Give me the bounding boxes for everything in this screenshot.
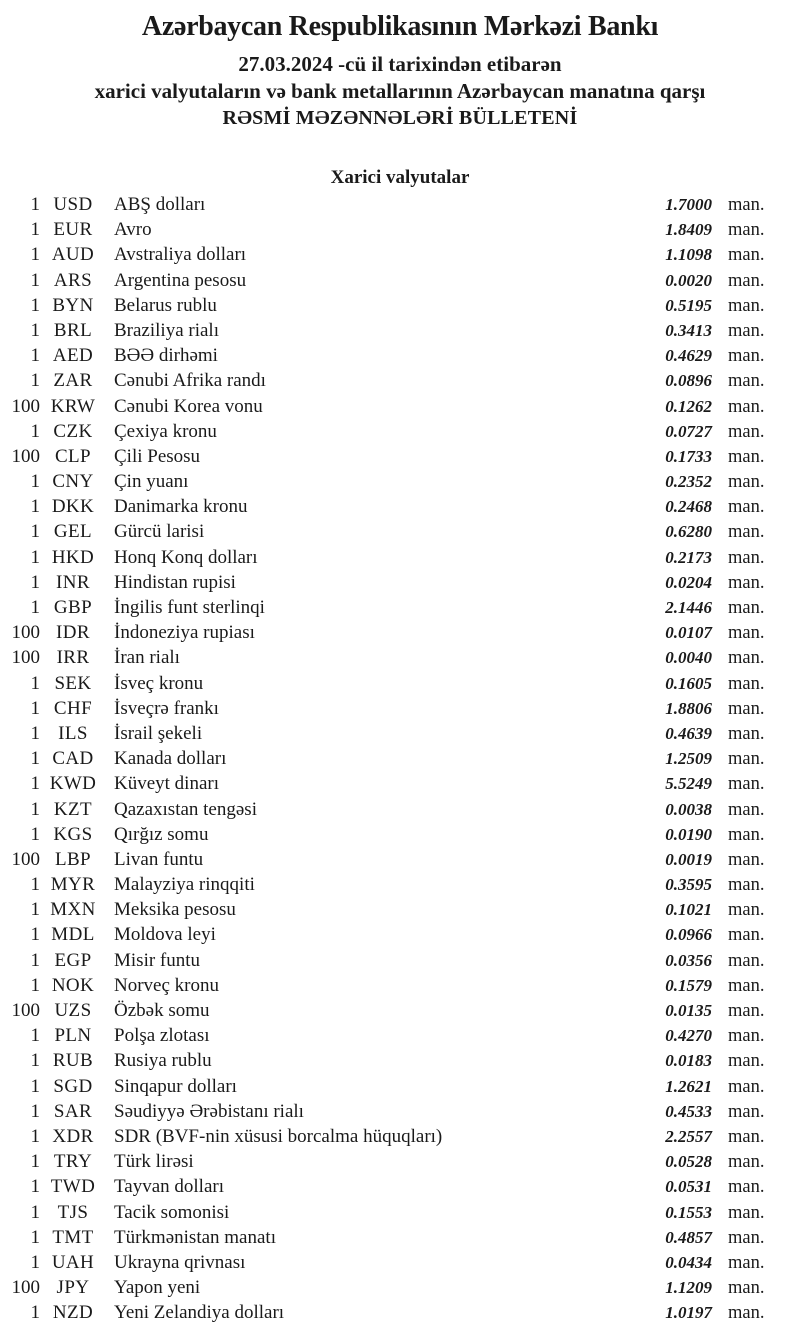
row-currency-name: Meksika pesosu bbox=[114, 899, 236, 921]
row-quantity: 100 bbox=[11, 622, 40, 644]
row-quantity: 1 bbox=[30, 748, 40, 770]
row-rate-value: 0.0020 bbox=[665, 270, 712, 290]
row-quantity: 1 bbox=[30, 798, 40, 820]
row-currency-name: Çin yuanı bbox=[114, 471, 189, 493]
row-unit-label: man. bbox=[728, 320, 765, 341]
row-currency-code: BRL bbox=[53, 319, 93, 341]
row-rate-value: 0.2352 bbox=[665, 472, 712, 492]
table-row bbox=[0, 194, 772, 219]
row-rate-value: 0.0204 bbox=[665, 572, 712, 592]
row-currency-code: KRW bbox=[50, 395, 96, 417]
row-currency-code: ILS bbox=[58, 722, 88, 744]
row-currency-code: TMT bbox=[52, 1226, 94, 1248]
row-rate-value: 0.4533 bbox=[665, 1101, 712, 1121]
row-currency-name: Qazaxıstan tengəsi bbox=[114, 798, 257, 820]
row-currency-name: Səudiyyə Ərəbistanı rialı bbox=[114, 1100, 304, 1122]
row-currency-name: Cənubi Afrika randı bbox=[114, 370, 266, 392]
row-currency-code: CLP bbox=[54, 445, 92, 467]
row-currency-name: Norveç kronu bbox=[114, 974, 219, 996]
row-currency-name: Braziliya rialı bbox=[114, 319, 219, 341]
row-rate-value: 2.1446 bbox=[665, 598, 712, 617]
row-quantity: 100 bbox=[11, 395, 40, 417]
row-rate-value: 0.4639 bbox=[665, 723, 712, 743]
row-quantity: 1 bbox=[30, 244, 40, 266]
table-row bbox=[0, 748, 772, 773]
row-currency-code: KWD bbox=[49, 773, 97, 795]
row-rate-value: 2.2557 bbox=[665, 1126, 712, 1146]
row-currency-name: BƏƏ dirhəmi bbox=[114, 345, 218, 367]
row-currency-code: XDR bbox=[52, 1125, 94, 1147]
row-rate-value: 0.0135 bbox=[665, 1001, 712, 1020]
row-currency-code: UAH bbox=[51, 1251, 95, 1273]
row-quantity: 1 bbox=[30, 773, 40, 795]
row-rate-value: 0.1262 bbox=[665, 396, 712, 416]
row-quantity: 1 bbox=[30, 294, 40, 316]
row-unit-label: man. bbox=[728, 1202, 765, 1223]
row-unit-label: man. bbox=[728, 195, 765, 215]
row-currency-name: Polşa zlotası bbox=[114, 1025, 210, 1047]
row-quantity: 1 bbox=[30, 269, 40, 291]
row-unit-label: man. bbox=[728, 950, 765, 971]
row-unit-label: man. bbox=[728, 749, 765, 770]
row-rate-value: 0.0434 bbox=[665, 1252, 712, 1272]
table-row bbox=[0, 924, 772, 949]
row-unit-label: man. bbox=[728, 1278, 765, 1299]
row-currency-name: ABŞ dolları bbox=[114, 194, 206, 215]
row-unit-label: man. bbox=[728, 648, 765, 669]
row-currency-name: İndoneziya rupiası bbox=[114, 622, 255, 644]
row-rate-value: 0.0038 bbox=[665, 799, 712, 819]
row-rate-value: 0.3413 bbox=[665, 320, 712, 340]
row-unit-label: man. bbox=[728, 497, 765, 518]
row-unit-label: man. bbox=[728, 799, 765, 820]
row-rate-value: 1.7000 bbox=[665, 195, 712, 214]
row-currency-name: Yapon yeni bbox=[114, 1277, 201, 1299]
row-currency-code: TWD bbox=[50, 1176, 96, 1198]
row-currency-name: Tacik somonisi bbox=[114, 1201, 230, 1223]
row-currency-name: Danimarka kronu bbox=[114, 496, 248, 518]
row-currency-name: Avstraliya dolları bbox=[114, 244, 247, 266]
row-currency-code: IRR bbox=[56, 647, 90, 669]
row-currency-name: Tayvan dolları bbox=[114, 1176, 224, 1198]
row-currency-name: Avro bbox=[114, 219, 152, 241]
row-rate-value: 0.5195 bbox=[665, 295, 712, 315]
row-rate-value: 1.1209 bbox=[665, 1278, 712, 1298]
row-currency-name: Küveyt dinarı bbox=[114, 773, 220, 795]
table-row bbox=[0, 496, 772, 521]
table-row bbox=[0, 1202, 772, 1227]
row-unit-label: man. bbox=[728, 774, 765, 795]
row-quantity: 1 bbox=[30, 1201, 40, 1223]
row-currency-name: Özbək somu bbox=[114, 1000, 210, 1021]
row-currency-code: EGP bbox=[54, 949, 92, 971]
row-quantity: 1 bbox=[30, 1176, 40, 1198]
row-currency-code: KGS bbox=[53, 823, 93, 845]
table-row bbox=[0, 1000, 772, 1025]
row-currency-code: NOK bbox=[51, 974, 95, 996]
table-row bbox=[0, 1227, 772, 1252]
table-row bbox=[0, 647, 772, 672]
row-currency-code: LBP bbox=[54, 848, 92, 870]
row-rate-value: 0.4629 bbox=[665, 346, 712, 366]
row-rate-value: 0.3595 bbox=[665, 875, 712, 895]
row-quantity: 100 bbox=[11, 848, 40, 870]
row-rate-value: 0.1021 bbox=[665, 900, 712, 920]
row-currency-name: Kanada dolları bbox=[114, 748, 227, 770]
row-unit-label: man. bbox=[728, 522, 765, 543]
row-currency-code: AUD bbox=[51, 244, 95, 266]
row-unit-label: man. bbox=[728, 396, 765, 417]
table-row bbox=[0, 1050, 772, 1075]
row-quantity: 1 bbox=[30, 924, 40, 946]
row-currency-code: MXN bbox=[50, 899, 96, 921]
row-rate-value: 0.2468 bbox=[665, 497, 712, 517]
effective-date-line: 27.03.2024 -cü il tarixindən etibarən bbox=[238, 52, 562, 76]
table-row bbox=[0, 673, 772, 698]
row-currency-code: BYN bbox=[52, 294, 94, 316]
row-rate-value: 1.8806 bbox=[665, 698, 712, 718]
row-quantity: 1 bbox=[30, 1100, 40, 1122]
table-row bbox=[0, 446, 772, 471]
row-currency-code: CNY bbox=[52, 471, 94, 493]
row-quantity: 1 bbox=[30, 1025, 40, 1047]
table-row bbox=[0, 950, 772, 975]
row-rate-value: 0.0528 bbox=[665, 1152, 712, 1172]
row-currency-name: Türk lirəsi bbox=[114, 1151, 194, 1173]
row-rate-value: 0.6280 bbox=[665, 522, 712, 542]
row-currency-name: Hindistan rupisi bbox=[114, 571, 236, 593]
table-row bbox=[0, 975, 772, 1000]
row-unit-label: man. bbox=[728, 1101, 765, 1122]
row-rate-value: 0.0183 bbox=[665, 1051, 712, 1071]
table-row bbox=[0, 1176, 772, 1201]
table-row bbox=[0, 1151, 772, 1176]
row-unit-label: man. bbox=[728, 824, 765, 845]
row-currency-name: Ukrayna qrivnası bbox=[114, 1251, 246, 1273]
row-rate-value: 0.0531 bbox=[665, 1177, 712, 1197]
row-currency-code: RUB bbox=[52, 1050, 94, 1072]
row-quantity: 100 bbox=[11, 1277, 40, 1299]
row-quantity: 1 bbox=[30, 420, 40, 442]
row-currency-code: KZT bbox=[53, 798, 93, 820]
table-row bbox=[0, 370, 772, 395]
row-rate-value: 1.2509 bbox=[665, 749, 712, 769]
row-unit-label: man. bbox=[728, 295, 765, 316]
row-rate-value: 0.4270 bbox=[665, 1026, 712, 1046]
row-currency-code: SAR bbox=[53, 1100, 93, 1122]
table-row bbox=[0, 471, 772, 496]
row-quantity: 1 bbox=[30, 1302, 40, 1324]
row-quantity: 1 bbox=[30, 697, 40, 719]
row-currency-name: Moldova leyi bbox=[114, 924, 216, 946]
row-quantity: 1 bbox=[30, 370, 40, 392]
row-currency-code: UZS bbox=[54, 1000, 92, 1021]
row-currency-name: Yeni Zelandiya dolları bbox=[114, 1302, 285, 1324]
row-unit-label: man. bbox=[728, 472, 765, 493]
row-rate-value: 0.0727 bbox=[665, 421, 712, 441]
row-quantity: 1 bbox=[30, 1251, 40, 1273]
row-currency-code: MYR bbox=[50, 874, 96, 896]
row-rate-value: 0.2173 bbox=[665, 547, 712, 567]
subject-line: xarici valyutaların və bank metallarının Azərbaycan manatına qarşı bbox=[94, 79, 706, 103]
bank-title: Azərbaycan Respublikasının Mərkəzi Bankı bbox=[141, 11, 659, 42]
row-currency-code: USD bbox=[53, 194, 93, 215]
row-rate-value: 0.0019 bbox=[665, 849, 712, 869]
row-unit-label: man. bbox=[728, 1252, 765, 1273]
table-row bbox=[0, 824, 772, 849]
table-row bbox=[0, 345, 772, 370]
table-row bbox=[0, 1252, 772, 1277]
row-currency-name: İngilis funt sterlinqi bbox=[114, 597, 265, 618]
row-currency-code: DKK bbox=[51, 496, 95, 518]
row-currency-code: PLN bbox=[54, 1025, 92, 1047]
row-unit-label: man. bbox=[728, 1126, 765, 1147]
row-currency-code: SEK bbox=[54, 672, 92, 694]
row-currency-name: İsveçrə frankı bbox=[114, 697, 219, 719]
row-unit-label: man. bbox=[728, 1227, 765, 1248]
row-quantity: 1 bbox=[30, 546, 40, 568]
row-quantity: 1 bbox=[30, 949, 40, 971]
row-quantity: 1 bbox=[30, 899, 40, 921]
row-currency-name: Argentina pesosu bbox=[114, 269, 247, 291]
row-currency-name: Çili Pesosu bbox=[114, 445, 201, 467]
row-unit-label: man. bbox=[728, 900, 765, 921]
row-quantity: 1 bbox=[30, 496, 40, 518]
row-currency-name: Cənubi Korea vonu bbox=[114, 395, 263, 417]
row-currency-code: EUR bbox=[53, 219, 93, 241]
row-currency-name: SDR (BVF-nin xüsusi borcalma hüquqları) bbox=[114, 1125, 443, 1147]
row-currency-code: CAD bbox=[52, 748, 94, 770]
row-quantity: 1 bbox=[30, 194, 40, 215]
row-rate-value: 1.8409 bbox=[665, 220, 712, 240]
row-quantity: 100 bbox=[11, 445, 40, 467]
row-quantity: 1 bbox=[30, 823, 40, 845]
row-quantity: 1 bbox=[30, 874, 40, 896]
table-row bbox=[0, 622, 772, 647]
section-title-foreign-currencies: Xarici valyutalar bbox=[330, 167, 470, 188]
row-unit-label: man. bbox=[728, 245, 765, 266]
row-unit-label: man. bbox=[728, 925, 765, 946]
row-unit-label: man. bbox=[728, 723, 765, 744]
row-quantity: 1 bbox=[30, 571, 40, 593]
row-unit-label: man. bbox=[728, 220, 765, 241]
row-currency-name: Misir funtu bbox=[114, 949, 201, 971]
row-unit-label: man. bbox=[728, 975, 765, 996]
row-currency-code: HKD bbox=[51, 546, 95, 568]
row-unit-label: man. bbox=[728, 598, 765, 618]
row-unit-label: man. bbox=[728, 1051, 765, 1072]
row-unit-label: man. bbox=[728, 673, 765, 694]
row-quantity: 1 bbox=[30, 1226, 40, 1248]
row-quantity: 1 bbox=[30, 672, 40, 694]
table-row bbox=[0, 597, 772, 622]
row-currency-name: İran rialı bbox=[114, 647, 180, 669]
row-currency-name: Livan funtu bbox=[114, 848, 204, 870]
row-unit-label: man. bbox=[728, 421, 765, 442]
row-currency-code: INR bbox=[56, 571, 90, 593]
row-unit-label: man. bbox=[728, 446, 765, 467]
table-row bbox=[0, 521, 772, 546]
row-quantity: 1 bbox=[30, 1125, 40, 1147]
row-unit-label: man. bbox=[728, 1303, 765, 1324]
table-row bbox=[0, 1126, 772, 1151]
row-quantity: 1 bbox=[30, 345, 40, 367]
row-rate-value: 0.0356 bbox=[665, 950, 712, 970]
table-row bbox=[0, 396, 772, 421]
row-quantity: 1 bbox=[30, 471, 40, 493]
table-row bbox=[0, 698, 772, 723]
row-rate-value: 0.0190 bbox=[665, 824, 712, 844]
row-quantity: 100 bbox=[11, 1000, 40, 1021]
row-unit-label: man. bbox=[728, 698, 765, 719]
row-currency-code: ZAR bbox=[53, 370, 93, 392]
row-quantity: 1 bbox=[30, 521, 40, 543]
table-row bbox=[0, 572, 772, 597]
bulletin-title: RƏSMİ MƏZƏNNƏLƏRİ BÜLLETENİ bbox=[222, 107, 578, 129]
row-currency-code: CZK bbox=[53, 420, 93, 442]
row-currency-code: TRY bbox=[53, 1151, 93, 1173]
row-unit-label: man. bbox=[728, 572, 765, 593]
row-unit-label: man. bbox=[728, 1076, 765, 1097]
table-row bbox=[0, 244, 772, 269]
row-quantity: 1 bbox=[30, 1075, 40, 1097]
row-unit-label: man. bbox=[728, 1026, 765, 1047]
table-row bbox=[0, 1101, 772, 1126]
row-rate-value: 0.1605 bbox=[665, 673, 712, 693]
table-row bbox=[0, 1025, 772, 1050]
row-rate-value: 0.4857 bbox=[665, 1227, 712, 1247]
table-row bbox=[0, 270, 772, 295]
row-unit-label: man. bbox=[728, 875, 765, 896]
row-rate-value: 0.1579 bbox=[665, 975, 712, 995]
row-rate-value: 0.0107 bbox=[665, 623, 712, 643]
row-rate-value: 1.1098 bbox=[665, 245, 712, 265]
row-currency-code: IDR bbox=[56, 622, 90, 644]
table-row bbox=[0, 320, 772, 345]
table-row bbox=[0, 874, 772, 899]
row-rate-value: 1.2621 bbox=[665, 1076, 712, 1096]
row-currency-code: SGD bbox=[53, 1075, 93, 1097]
row-quantity: 1 bbox=[30, 974, 40, 996]
row-quantity: 1 bbox=[30, 219, 40, 241]
table-row bbox=[0, 421, 772, 446]
row-currency-code: AED bbox=[52, 345, 94, 367]
row-unit-label: man. bbox=[728, 371, 765, 392]
table-row bbox=[0, 1302, 772, 1327]
row-quantity: 1 bbox=[30, 597, 40, 618]
row-quantity: 1 bbox=[30, 1151, 40, 1173]
row-quantity: 1 bbox=[30, 1050, 40, 1072]
row-currency-code: GEL bbox=[53, 521, 93, 543]
table-row bbox=[0, 219, 772, 244]
row-rate-value: 0.1553 bbox=[665, 1202, 712, 1222]
row-currency-name: Çexiya kronu bbox=[114, 420, 217, 442]
row-unit-label: man. bbox=[728, 1152, 765, 1173]
row-unit-label: man. bbox=[728, 849, 765, 870]
table-row bbox=[0, 547, 772, 572]
row-currency-name: Sinqapur dolları bbox=[114, 1075, 237, 1097]
row-quantity: 1 bbox=[30, 319, 40, 341]
row-unit-label: man. bbox=[728, 1177, 765, 1198]
row-rate-value: 0.0040 bbox=[665, 648, 712, 668]
row-currency-name: İsveç kronu bbox=[114, 672, 204, 694]
row-rate-value: 1.0197 bbox=[665, 1303, 712, 1323]
row-unit-label: man. bbox=[728, 547, 765, 568]
row-unit-label: man. bbox=[728, 623, 765, 644]
currency-rate-table bbox=[0, 194, 800, 1327]
row-currency-code: MDL bbox=[51, 924, 95, 946]
row-unit-label: man. bbox=[728, 346, 765, 367]
row-currency-name: Türkmənistan manatı bbox=[114, 1226, 276, 1248]
row-rate-value: 5.5249 bbox=[665, 774, 712, 794]
table-row bbox=[0, 773, 772, 798]
row-rate-value: 0.0966 bbox=[665, 925, 712, 945]
row-currency-code: TJS bbox=[57, 1201, 89, 1223]
row-currency-name: Gürcü larisi bbox=[114, 521, 205, 543]
row-currency-name: Belarus rublu bbox=[114, 294, 217, 316]
row-currency-name: Rusiya rublu bbox=[114, 1050, 212, 1072]
row-currency-code: NZD bbox=[52, 1302, 94, 1324]
row-unit-label: man. bbox=[728, 1001, 765, 1021]
bulletin-header bbox=[0, 0, 800, 132]
table-row bbox=[0, 899, 772, 924]
row-rate-value: 0.1733 bbox=[665, 446, 712, 466]
row-currency-code: ARS bbox=[53, 269, 93, 291]
table-row bbox=[0, 849, 772, 874]
row-currency-name: Qırğız somu bbox=[114, 823, 209, 845]
row-quantity: 100 bbox=[11, 647, 40, 669]
table-row bbox=[0, 295, 772, 320]
row-currency-name: Honq Konq dolları bbox=[114, 546, 258, 568]
row-currency-name: Malayziya rinqqiti bbox=[114, 874, 255, 896]
row-currency-code: CHF bbox=[53, 697, 93, 719]
row-currency-code: GBP bbox=[53, 597, 93, 618]
row-currency-code: JPY bbox=[56, 1277, 90, 1299]
table-row bbox=[0, 723, 772, 748]
row-currency-name: İsrail şekeli bbox=[114, 722, 203, 744]
table-row bbox=[0, 1277, 772, 1302]
row-unit-label: man. bbox=[728, 270, 765, 291]
row-rate-value: 0.0896 bbox=[665, 371, 712, 391]
row-quantity: 1 bbox=[30, 722, 40, 744]
table-row bbox=[0, 1076, 772, 1101]
table-row bbox=[0, 799, 772, 824]
